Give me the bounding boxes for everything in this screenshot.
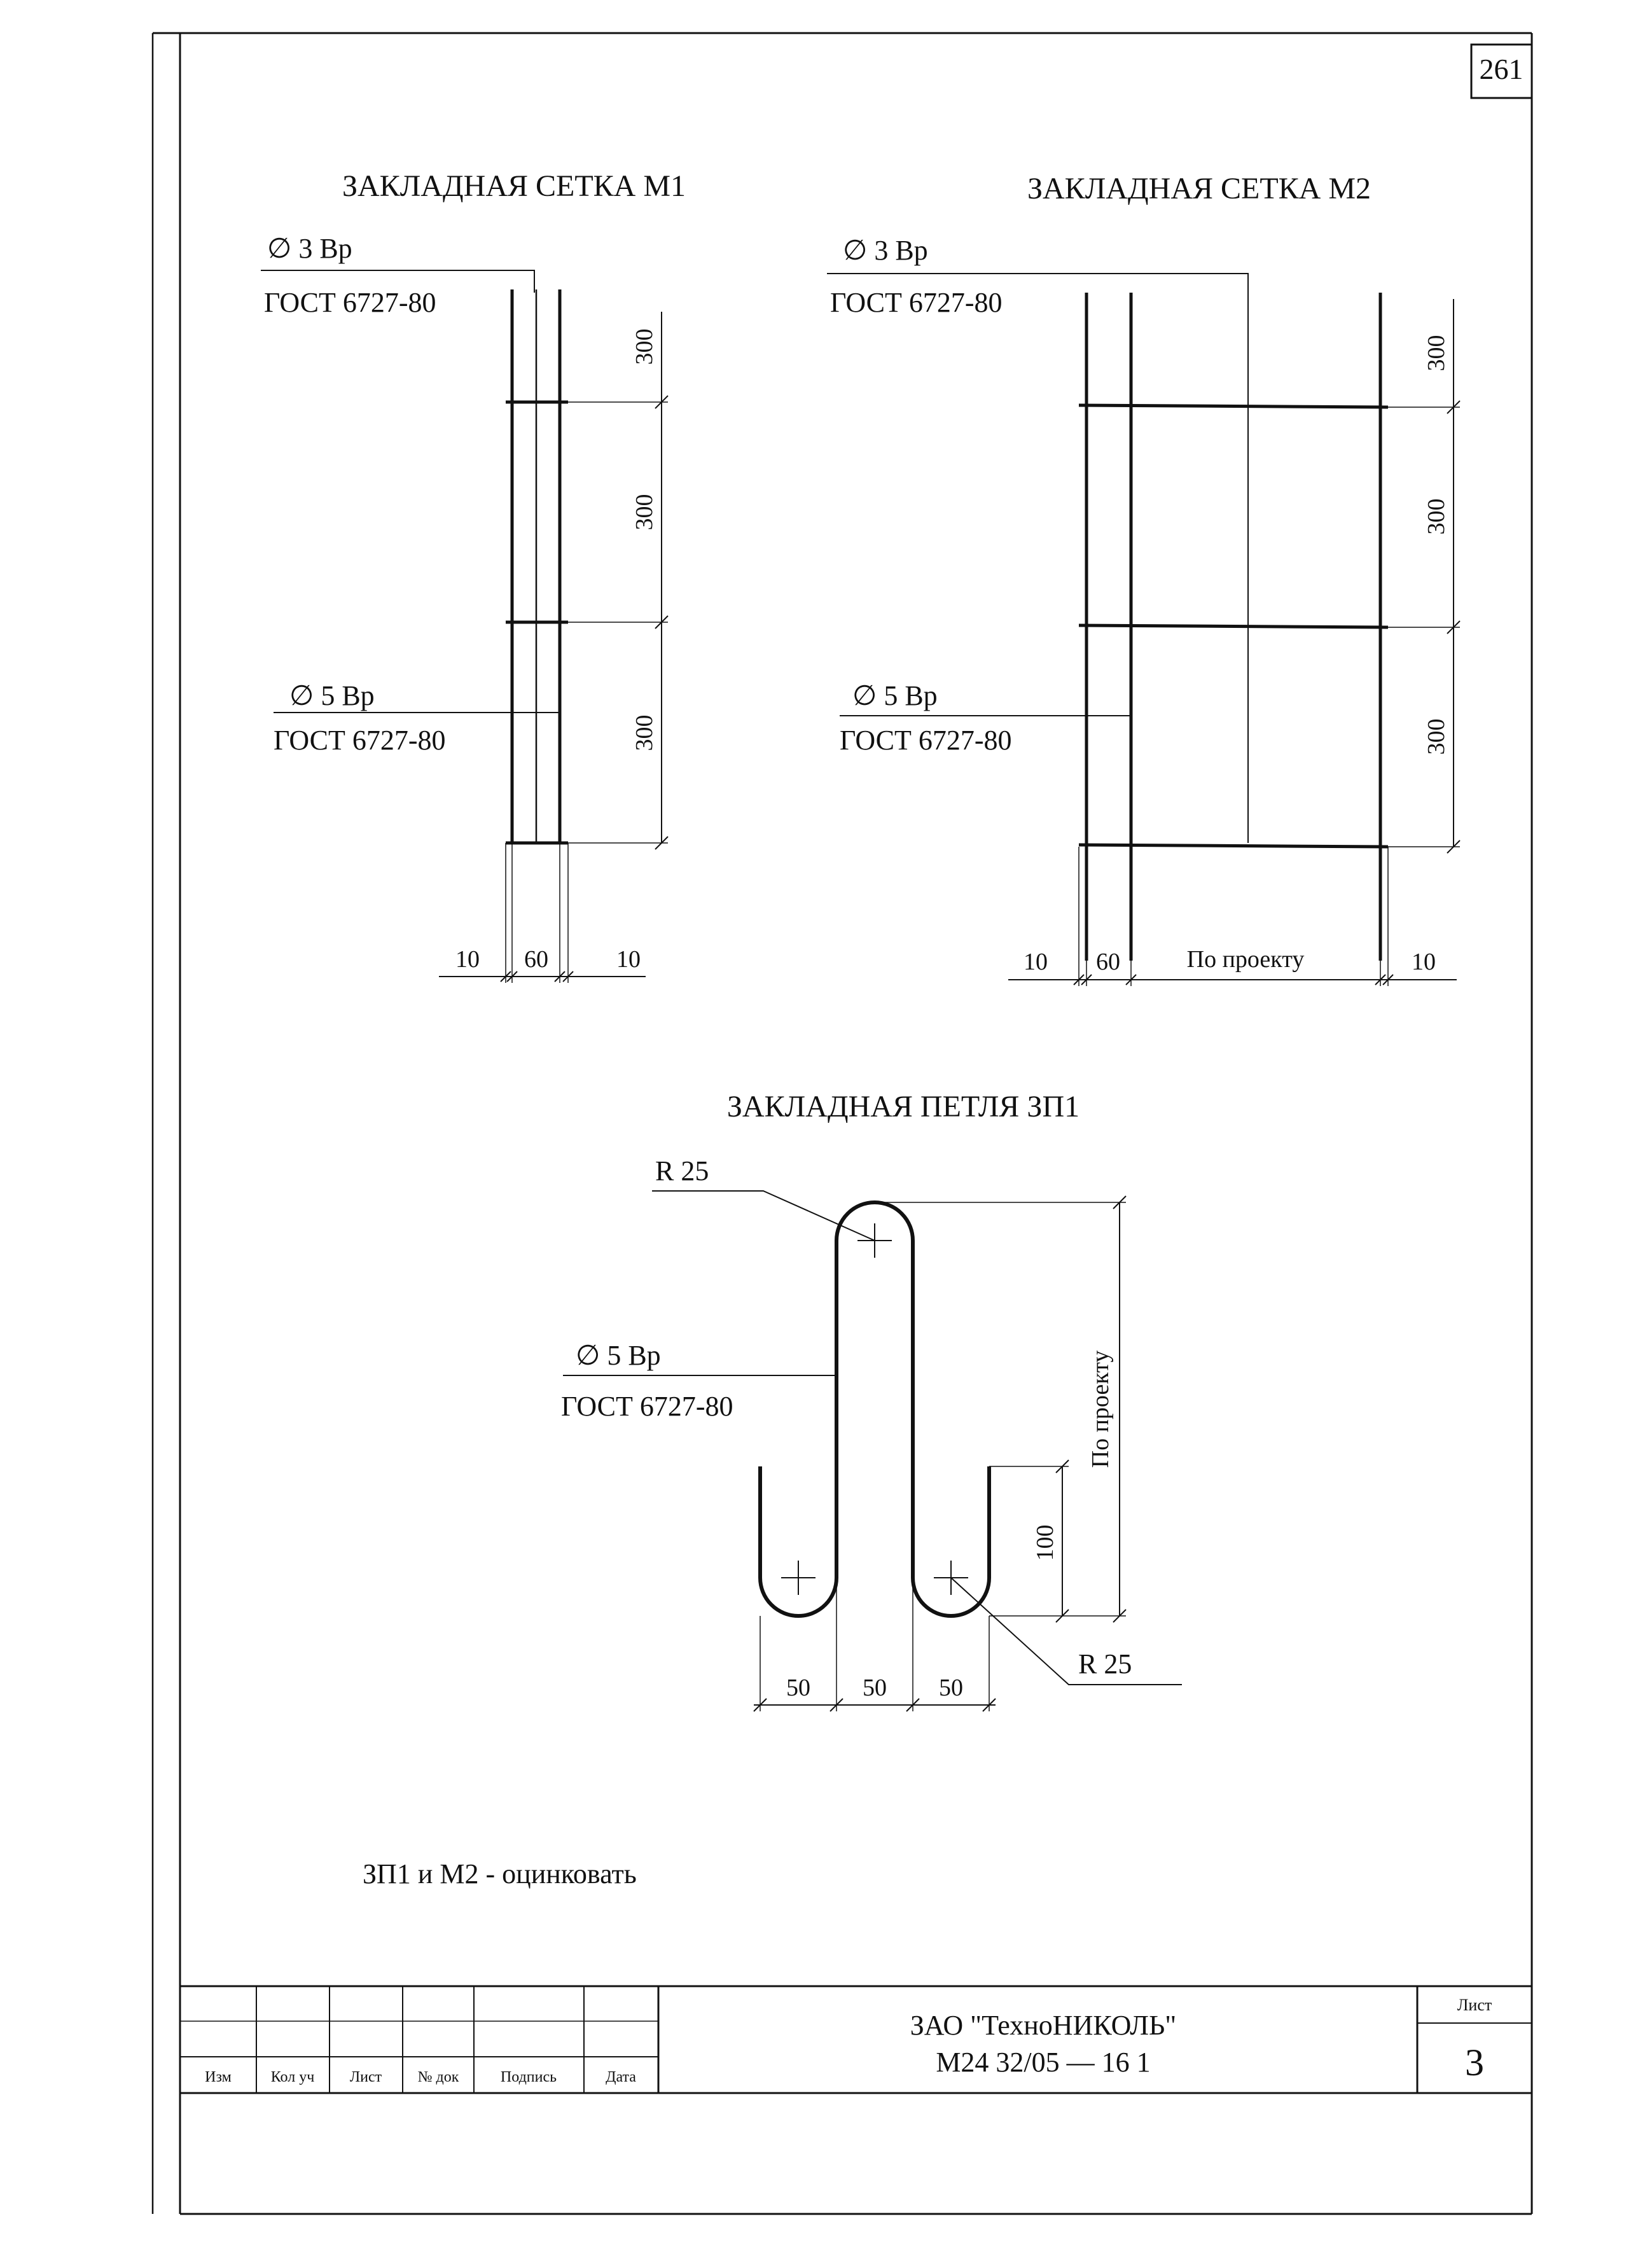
mesh-m2-dim-v2: 300 <box>1423 498 1450 535</box>
mesh-m1-wire-bottom-diameter: ∅ 5 Вр <box>289 680 375 711</box>
title-block-company: ЗАО "ТехноНИКОЛЬ" <box>910 2010 1177 2041</box>
mesh-m2-dim-h4: 10 <box>1412 949 1436 975</box>
mesh-m2-cross-2 <box>1079 625 1388 627</box>
mesh-m1-dim-h3: 10 <box>616 946 641 973</box>
mesh-m2-cross-1 <box>1079 405 1388 407</box>
title-block-sheet-number: 3 <box>1465 2042 1484 2084</box>
mesh-m1-dim-vertical <box>560 312 668 849</box>
title-block-doc-code: М24 32/05 — 16 1 <box>936 2047 1151 2078</box>
mesh-m1-dim-h2: 60 <box>524 946 548 973</box>
mesh-m2-cross-3 <box>1079 845 1388 847</box>
loop-zp1-leg-label: 100 <box>1032 1524 1059 1561</box>
loop-zp1-leader-radius-top <box>652 1191 875 1241</box>
mesh-m2-wire-top-standard: ГОСТ 6727-80 <box>830 287 1003 318</box>
mesh-m2-title: ЗАКЛАДНАЯ СЕТКА М2 <box>1027 172 1371 205</box>
loop-zp1-dim-height <box>878 1196 1126 1622</box>
title-block-col-qty: Кол уч <box>270 2069 315 2085</box>
mesh-m1 <box>261 169 686 983</box>
loop-zp1-dim-leg <box>989 1460 1069 1622</box>
galvanize-note: ЗП1 и М2 - оцинковать <box>363 1858 637 1889</box>
title-block-col-docno: № док <box>417 2069 459 2085</box>
loop-zp1-wire-standard: ГОСТ 6727-80 <box>561 1391 733 1422</box>
loop-zp1 <box>561 1090 1182 1711</box>
mesh-m2-wire-bottom-diameter: ∅ 5 Вр <box>852 680 938 711</box>
page-number: 261 <box>1479 53 1524 85</box>
mesh-m1-wire-top-diameter: ∅ 3 Вр <box>267 233 352 264</box>
mesh-m1-dim-v3: 300 <box>631 714 658 751</box>
mesh-m1-wire-bottom-standard: ГОСТ 6727-80 <box>274 725 446 756</box>
loop-zp1-dim-h3: 50 <box>939 1674 963 1701</box>
loop-zp1-radius-top: R 25 <box>655 1155 709 1186</box>
loop-zp1-center-marks <box>781 1223 968 1595</box>
mesh-m2-dim-v1: 300 <box>1423 335 1450 372</box>
title-block-col-rev: Изм <box>205 2069 232 2085</box>
mesh-m2-dim-horizontal <box>1008 847 1457 986</box>
mesh-m1-dim-horizontal <box>439 843 646 983</box>
mesh-m2-dim-v3: 300 <box>1423 718 1450 755</box>
mesh-m2-dim-h3: По проекту <box>1186 946 1305 973</box>
mesh-m1-dim-v1: 300 <box>631 328 658 365</box>
loop-zp1-dim-horizontal <box>754 1578 996 1711</box>
loop-zp1-dim-h2: 50 <box>863 1674 887 1701</box>
mesh-m2-dim-h2: 60 <box>1096 949 1120 975</box>
loop-zp1-wire-diameter: ∅ 5 Вр <box>576 1340 661 1371</box>
title-block <box>180 1986 1532 2093</box>
loop-zp1-height-label: По проекту <box>1087 1350 1114 1468</box>
mesh-m1-wire-top-standard: ГОСТ 6727-80 <box>264 287 436 318</box>
mesh-m2-dim-h1: 10 <box>1024 949 1048 975</box>
mesh-m2-dim-vertical <box>1380 299 1460 853</box>
loop-zp1-wire <box>760 1202 989 1616</box>
title-block-col-signature: Подпись <box>500 2069 557 2085</box>
mesh-m2-wire-top-diameter: ∅ 3 Вр <box>843 235 928 266</box>
sheet-frame <box>153 33 1532 2214</box>
loop-zp1-dim-h1: 50 <box>786 1674 810 1701</box>
title-block-col-sheet: Лист <box>349 2069 382 2085</box>
mesh-m2 <box>827 172 1460 986</box>
mesh-m1-dim-h1: 10 <box>455 946 480 973</box>
mesh-m2-wire-bottom-standard: ГОСТ 6727-80 <box>840 725 1012 756</box>
mesh-m1-title: ЗАКЛАДНАЯ СЕТКА М1 <box>342 169 686 203</box>
title-block-sheet-label: Лист <box>1457 1996 1492 2014</box>
title-block-col-date: Дата <box>606 2069 636 2085</box>
loop-zp1-radius-bottom: R 25 <box>1078 1648 1132 1680</box>
mesh-m1-dim-v2: 300 <box>631 494 658 531</box>
mesh-m2-leader-top <box>827 274 1248 843</box>
loop-zp1-title: ЗАКЛАДНАЯ ПЕТЛЯ ЗП1 <box>726 1090 1080 1124</box>
